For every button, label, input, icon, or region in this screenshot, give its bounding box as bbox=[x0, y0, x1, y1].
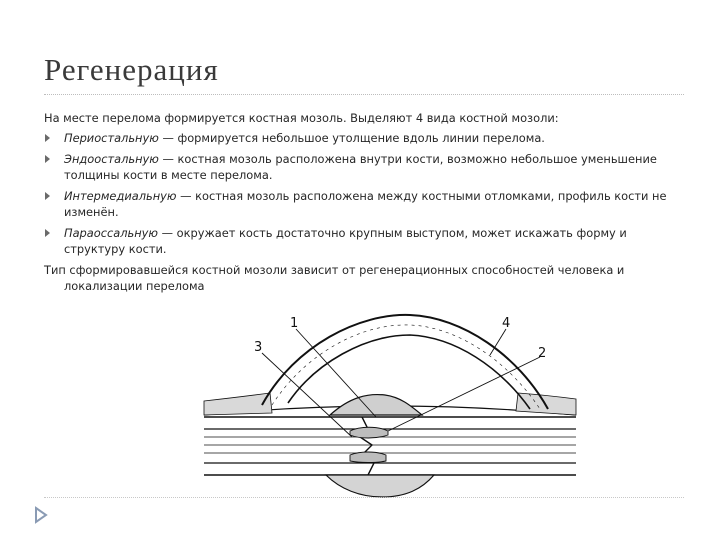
paraosseal-callus-texture bbox=[272, 325, 540, 409]
item-term: Интермедиальную bbox=[64, 189, 177, 203]
label-3: 3 bbox=[254, 340, 263, 355]
slide-body bbox=[44, 110, 684, 294]
item-text: — окружает кость достаточно крупным выступом, может искажать форму и структуру кости. bbox=[64, 226, 627, 256]
periosteal-callus bbox=[330, 395, 422, 415]
pointer-line-3 bbox=[262, 353, 352, 437]
item-text: — костная мозоль расположена между костными отломками, профиль кости не изменён. bbox=[64, 189, 667, 219]
footer-divider bbox=[44, 497, 684, 498]
triangle-bullet-icon bbox=[45, 155, 50, 163]
item-text: — формируется небольшое утолщение вдоль линии перелома. bbox=[158, 131, 545, 145]
intro-text: На месте перелома формируется костная мозоль. Выделяют 4 вида костной мозоли: bbox=[44, 111, 559, 125]
list-item bbox=[44, 130, 684, 146]
triangle-bullet-icon bbox=[45, 229, 50, 237]
title-divider bbox=[44, 94, 684, 95]
item-text: — костная мозоль расположена внутри кости, возможно небольшое уменьшение толщины кости в месте перелома. bbox=[64, 152, 657, 182]
item-term: Периостальную bbox=[64, 131, 159, 145]
label-1: 1 bbox=[290, 316, 299, 331]
next-arrow-icon bbox=[34, 506, 48, 524]
pointer-line-1 bbox=[296, 329, 376, 417]
callus-types-list bbox=[44, 130, 684, 257]
item-term: Параоссальную bbox=[64, 226, 159, 240]
endosteal-callus bbox=[350, 452, 386, 463]
triangle-bullet-icon bbox=[45, 134, 50, 142]
bone-callus-diagram bbox=[200, 305, 580, 501]
label-4: 4 bbox=[502, 316, 511, 331]
lower-callus bbox=[326, 475, 434, 497]
fracture-line bbox=[360, 417, 374, 475]
pointer-line-2 bbox=[388, 357, 540, 431]
list-item bbox=[44, 225, 684, 257]
item-term: Эндоостальную bbox=[64, 152, 159, 166]
triangle-bullet-icon bbox=[45, 192, 50, 200]
outro-text: Тип сформировавшейся костной мозоли зависит от регенерационных способностей человека и локализации перелома bbox=[44, 263, 625, 293]
intermediate-callus bbox=[350, 427, 388, 438]
label-2: 2 bbox=[538, 346, 547, 361]
list-item bbox=[44, 151, 684, 183]
slide-title: Регенерация bbox=[44, 52, 219, 87]
list-item bbox=[44, 188, 684, 220]
